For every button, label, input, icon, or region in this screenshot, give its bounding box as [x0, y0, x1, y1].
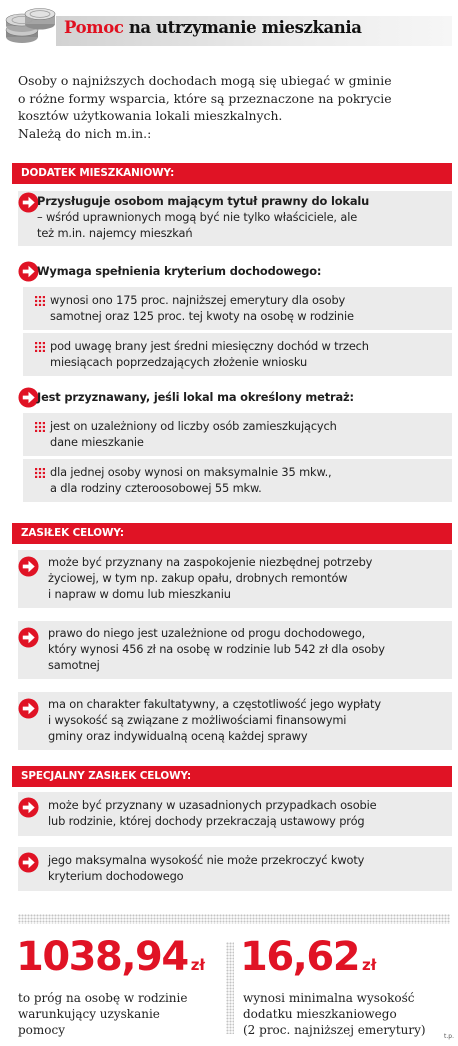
text-line: samotnej [48, 658, 100, 673]
dotted-divider [18, 914, 450, 924]
specjalny-item-2-text [48, 852, 364, 884]
arrow-right-icon [18, 698, 39, 719]
text-line: który wynosi 456 zł na osobę w rodzinie lub 542 zł dla osoby [48, 642, 385, 657]
stat-number: 16,62 [240, 934, 360, 980]
text-line: lub rodzinie, której dochody przekraczają ustawowy próg [48, 814, 365, 829]
grid-bullet-icon [35, 422, 45, 432]
text-line: miesiącach poprzedzających złożenie wniosku [50, 355, 308, 370]
arrow-right-icon [18, 627, 39, 648]
stat-unit: zł [362, 956, 377, 974]
dodatek-item-3-sub-2 [23, 459, 452, 502]
stat-unit: zł [190, 956, 205, 974]
text-line: jego maksymalna wysokość nie może przekroczyć kwoty [48, 853, 365, 867]
arrow-right-icon [18, 387, 39, 408]
text-line: pod uwagę brany jest średni miesięczny dochód w trzech [50, 339, 369, 353]
stat-number: 1038,94 [16, 934, 188, 980]
dodatek-item-3-sub-1 [23, 413, 452, 456]
dodatek-item-1 [18, 191, 452, 246]
intro-line: o różne formy wsparcia, które są przeznaczone na pokrycie [18, 90, 392, 106]
text-line: wynosi minimalna wysokość [243, 991, 415, 1005]
text-line: gminy oraz indywidualną oceną każdej sprawy [48, 729, 308, 744]
title-rest: na utrzymanie mieszkania [123, 18, 362, 37]
text-line: dodatku mieszkaniowego [243, 1007, 397, 1021]
text-line: wynosi ono 175 proc. najniższej emerytury dla osoby [50, 293, 346, 307]
specjalny-item-1-text [48, 797, 376, 829]
stat-desc-2 [243, 990, 426, 1038]
zasilek-item-1-text [48, 554, 372, 603]
text-line: i napraw w domu lub mieszkaniu [48, 587, 231, 602]
intro-line: Należą do nich m.in.: [18, 125, 152, 141]
text-line: życiowej, w tym np. zakup opału, drobnych remontów [48, 571, 348, 586]
zasilek-item-2 [18, 621, 452, 679]
text-line: Przysługuje osobom mającym tytuł prawny do lokalu [37, 194, 370, 208]
zasilek-item-2-text [48, 625, 385, 674]
dodatek-item-1-text [37, 193, 369, 242]
text-line: może być przyznany w uzasadnionych przypadkach osobie [48, 798, 377, 812]
text-line: też m.in. najemcy mieszkań [37, 226, 193, 241]
dodatek-item-2-sub-2 [23, 333, 452, 376]
grid-bullet-icon [35, 296, 45, 306]
dodatek-item-3-head-text [37, 389, 354, 405]
section-header-dodatek: DODATEK MIESZKANIOWY: [12, 163, 452, 184]
specjalny-item-2 [18, 847, 452, 891]
dodatek-item-3-sub-2-text [50, 464, 332, 496]
dodatek-item-2-sub-1 [23, 287, 452, 330]
page-title [64, 18, 362, 37]
text-line: może być przyznany na zaspokojenie niezbędnej potrzeby [48, 555, 373, 569]
arrow-right-icon [18, 261, 39, 282]
stat-value-1 [16, 934, 205, 980]
dodatek-item-2-head [18, 261, 452, 285]
zasilek-item-1 [18, 550, 452, 608]
header [0, 0, 458, 56]
text-line: a dla rodziny czteroosobowej 55 mkw. [50, 481, 262, 496]
text-line: dla jednej osoby wynosi on maksymalnie 35 mkw., [50, 465, 332, 479]
dodatek-item-2-sub-2-text [50, 338, 369, 370]
coins-icon [2, 2, 62, 48]
stat-desc-1 [18, 990, 187, 1038]
section-header-specjalny: SPECJALNY ZASIŁEK CELOWY: [12, 766, 452, 787]
text-line: dane mieszkanie [50, 435, 144, 450]
text-line: samotnej oraz 125 proc. tej kwoty na osobę w rodzinie [50, 309, 354, 324]
dodatek-item-2-head-text [37, 263, 321, 279]
text-line: pomocy [18, 1023, 66, 1037]
specjalny-item-1 [18, 792, 452, 836]
text-line: (2 proc. najniższej emerytury) [243, 1023, 426, 1037]
stat-value-2 [240, 934, 376, 980]
intro-line: Osoby o najniższych dochodach mogą się ubiegać w gminie [18, 73, 392, 88]
dotted-separator [226, 942, 234, 1034]
section-header-zasilek: ZASIŁEK CELOWY: [12, 523, 452, 544]
dodatek-item-3-sub-1-text [50, 418, 337, 450]
dodatek-item-2-sub-1-text [50, 292, 354, 324]
zasilek-item-3 [18, 692, 452, 750]
arrow-right-icon [18, 797, 39, 818]
text-line: Wymaga spełnienia kryterium dochodowego: [37, 264, 322, 278]
text-line: – wśród uprawnionych mogą być nie tylko właściciele, ale [37, 210, 358, 225]
text-line: i wysokość są związane z możliwościami finansowymi [48, 713, 347, 728]
grid-bullet-icon [35, 468, 45, 478]
arrow-right-icon [18, 556, 39, 577]
text-line: jest on uzależniony od liczby osób zamieszkujących [50, 419, 337, 433]
text-line: kryterium dochodowego [48, 869, 184, 884]
arrow-right-icon [18, 852, 39, 873]
grid-bullet-icon [35, 342, 45, 352]
intro-paragraph [18, 72, 448, 142]
text-line: ma on charakter fakultatywny, a częstotliwość jego wypłaty [48, 697, 381, 711]
text-line: warunkujący uzyskanie [18, 1007, 160, 1021]
arrow-right-icon [18, 192, 39, 213]
intro-line: kosztów użytkowania lokali mieszkalnych. [18, 108, 283, 123]
title-accent: Pomoc [64, 18, 124, 37]
text-line: prawo do niego jest uzależnione od progu dochodowego, [48, 626, 366, 640]
credit: t.p. [444, 1033, 454, 1040]
zasilek-item-3-text [48, 696, 381, 745]
text-line: to próg na osobę w rodzinie [18, 991, 188, 1005]
dodatek-item-3-head [18, 387, 452, 411]
text-line: Jest przyznawany, jeśli lokal ma określony metraż: [37, 390, 354, 404]
